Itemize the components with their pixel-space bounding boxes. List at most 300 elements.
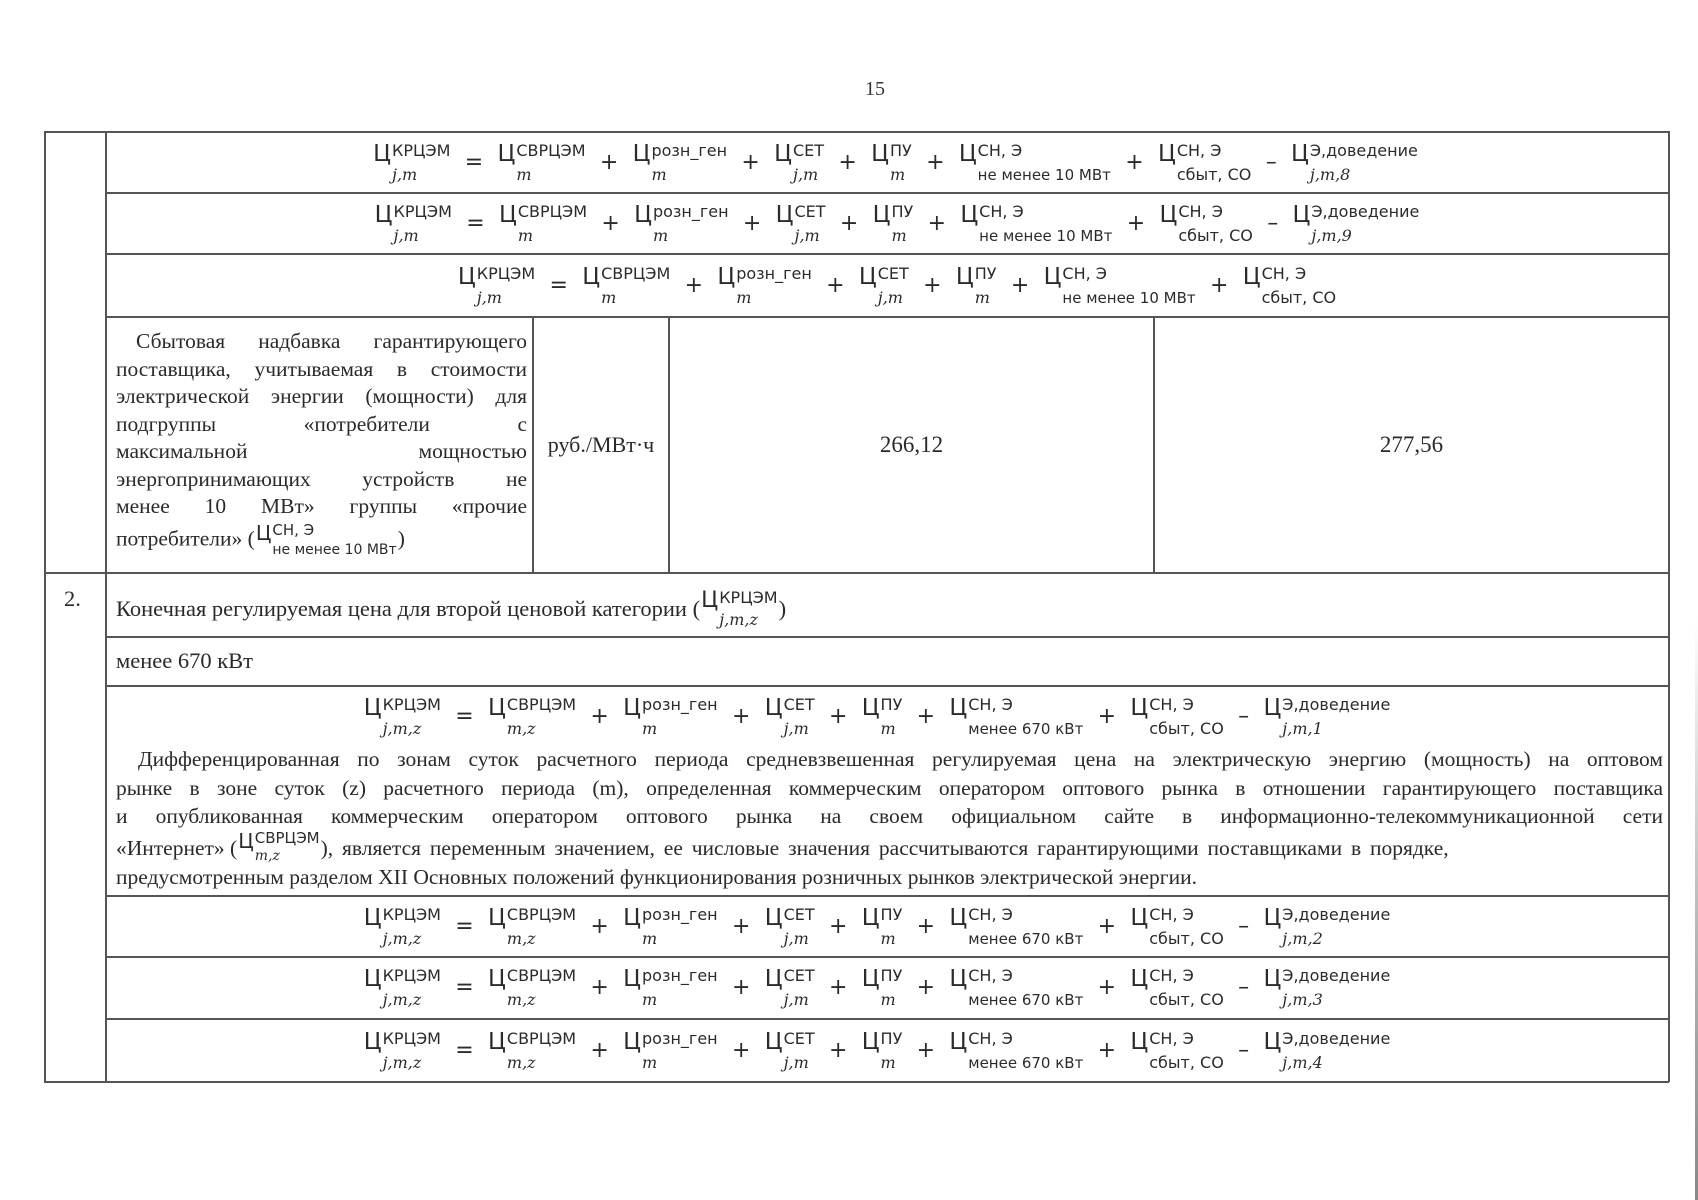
term-pu — [862, 968, 903, 1008]
subscript: m — [891, 225, 907, 245]
equals-sign: = — [455, 1037, 474, 1063]
superscript: КРЦЭМ — [382, 1028, 441, 1048]
superscript: СН, Э — [968, 904, 1013, 924]
subscript: j,m — [476, 287, 502, 307]
table-rule — [44, 1081, 1669, 1083]
c-symbol: Ц — [1263, 904, 1282, 931]
subscript: j,m,z — [719, 610, 758, 629]
plus-sign: + — [1010, 272, 1030, 298]
superscript: СН, Э — [1176, 140, 1222, 160]
c-symbol: Ц — [1292, 201, 1311, 228]
page-number: 15 — [865, 78, 885, 100]
paragraph-line: предусмотренным разделом XII Основных положений функционирования розничных рынков электрической энергии. — [116, 864, 1197, 889]
section-title-symbol — [700, 590, 779, 628]
term-sn-e — [949, 697, 1083, 737]
superscript: розн_ген — [642, 1028, 718, 1048]
superscript: Э,доведение — [1282, 904, 1391, 924]
subscript: j,m — [391, 164, 418, 184]
subscript: j,m,2 — [1282, 928, 1323, 948]
plus-sign: + — [1126, 210, 1146, 236]
subscript: j,m,3 — [1282, 990, 1323, 1009]
price-formula-jmz1 — [363, 697, 1392, 739]
plus-sign: + — [828, 975, 848, 1000]
superscript: СН, Э — [968, 1028, 1013, 1048]
c-symbol: Ц — [871, 140, 889, 167]
c-symbol: Ц — [858, 263, 877, 290]
term-set — [764, 1028, 815, 1072]
superscript: Э,доведение — [1282, 1028, 1391, 1048]
term-rozn-gen — [623, 968, 717, 1008]
c-symbol: Ц — [623, 1028, 642, 1055]
plus-sign: + — [1097, 1037, 1117, 1063]
term-svrcem — [488, 968, 576, 1008]
subscript: j,m,9 — [1311, 225, 1352, 245]
c-symbol: Ц — [582, 263, 601, 290]
subscript: j,m,z — [382, 1052, 422, 1072]
plus-sign: + — [590, 1037, 609, 1063]
term-sbyt-co — [1242, 263, 1337, 307]
superscript: СН, Э — [1149, 904, 1194, 924]
superscript: СН, Э — [1149, 695, 1194, 714]
subscript: менее 670 кВт — [968, 1053, 1084, 1072]
formula-row — [106, 194, 1668, 253]
c-symbol: Ц — [363, 695, 382, 721]
markup-value-2: 277,56 — [1379, 432, 1444, 457]
term-svrcem — [498, 201, 588, 245]
superscript: СЕТ — [783, 966, 815, 985]
superscript: ПУ — [880, 904, 903, 924]
c-symbol: Ц — [701, 588, 719, 613]
plus-sign: + — [601, 210, 620, 236]
c-symbol: Ц — [373, 140, 391, 167]
term-sn-e — [1043, 263, 1196, 307]
c-symbol: Ц — [363, 904, 382, 931]
plus-sign: + — [1125, 149, 1144, 175]
subscript: j,m,4 — [1282, 1052, 1323, 1072]
subscript: j,m — [877, 287, 903, 307]
term-sn-e — [958, 140, 1111, 184]
term-pu — [872, 201, 914, 245]
term-dovedenie — [1292, 201, 1420, 245]
plus-sign: + — [684, 272, 704, 298]
subscript: не менее 10 МВт — [979, 226, 1113, 245]
superscript: ПУ — [974, 263, 997, 283]
superscript: СН, Э — [968, 695, 1013, 714]
value-cell-1 — [670, 318, 1153, 572]
c-symbol: Ц — [949, 1028, 968, 1055]
subscript: менее 670 кВт — [968, 929, 1084, 948]
superscript: КРЦЭМ — [382, 966, 441, 985]
c-symbol: Ц — [1130, 966, 1149, 992]
term-pu — [871, 140, 912, 184]
subscript: j,m — [792, 164, 819, 184]
c-symbol: Ц — [861, 1028, 880, 1055]
close-paren: ) — [778, 596, 787, 621]
subscript: m — [880, 990, 896, 1009]
superscript: розн_ген — [642, 904, 718, 924]
formula-row — [107, 1020, 1667, 1081]
term-pu — [862, 697, 903, 737]
section-title: Конечная регулируемая цена для второй ценовой категории ( — [116, 596, 701, 621]
subscript: m,z — [506, 928, 536, 948]
plus-sign: + — [923, 272, 942, 298]
superscript: СЕТ — [783, 904, 815, 924]
subheading: менее 670 кВт — [116, 648, 254, 673]
subscript: m — [601, 287, 617, 307]
term-dovedenie — [1263, 968, 1390, 1008]
subscript: j,m,z — [382, 928, 422, 948]
subscript: m — [652, 225, 669, 245]
subscript: j,m,8 — [1309, 164, 1351, 184]
c-symbol: Ц — [861, 695, 880, 721]
plus-sign: + — [590, 975, 609, 1000]
paragraph-line: Дифференцированная по зонам суток расчетного периода средневзвешенная регулируемая цена на электрическую энергию (мощность) на оптовом — [138, 747, 1663, 771]
term-svrcem — [582, 263, 671, 307]
superscript: СН, Э — [1149, 1028, 1194, 1048]
term-krcem — [363, 1028, 441, 1072]
plus-sign: + — [926, 149, 945, 175]
term-rozn-gen — [634, 201, 729, 245]
c-symbol: Ц — [1130, 695, 1149, 721]
subscript: сбыт, СО — [1176, 164, 1252, 184]
paragraph-text: ), является переменным значением, ее числовые значения рассчитываются гарантирующими поставщиками в порядке, — [320, 836, 1449, 860]
c-symbol: Ц — [238, 828, 254, 853]
term-rozn-gen — [623, 904, 718, 948]
c-symbol: Ц — [960, 201, 979, 228]
c-symbol: Ц — [764, 695, 783, 721]
price-formula-base — [457, 263, 1337, 307]
subscript: m,z — [254, 847, 280, 864]
superscript: СВРЦЭМ — [516, 140, 586, 160]
superscript: розн_ген — [642, 695, 718, 714]
subscript: m — [516, 164, 532, 184]
superscript: ПУ — [891, 201, 914, 221]
term-set — [775, 201, 826, 245]
unit-label: руб./МВт·ч — [547, 432, 655, 457]
plus-sign: + — [1097, 704, 1117, 729]
superscript: Э,доведение — [1309, 140, 1418, 160]
c-symbol: Ц — [764, 966, 783, 992]
label-line: менее 10 МВт» группы «прочие — [116, 494, 527, 518]
superscript: КРЦЭМ — [382, 695, 441, 714]
c-symbol: Ц — [374, 201, 393, 228]
term-rozn-gen — [623, 697, 717, 737]
superscript: ПУ — [880, 1028, 903, 1048]
plus-sign: + — [590, 704, 609, 729]
superscript: Э,доведение — [1282, 695, 1391, 714]
c-symbol: Ц — [623, 695, 642, 721]
c-symbol: Ц — [498, 201, 517, 228]
term-dovedenie — [1263, 904, 1391, 948]
subscript: m,z — [506, 990, 536, 1009]
formula-row — [106, 255, 1668, 316]
subscript: m — [651, 164, 667, 184]
plus-sign: + — [828, 913, 848, 939]
term-rozn-gen — [623, 1028, 718, 1072]
subscript: сбыт, СО — [1149, 719, 1224, 738]
superscript: СН, Э — [979, 201, 1024, 221]
subscript: j,m — [783, 928, 809, 948]
plus-sign: + — [927, 210, 946, 236]
subscript: m,z — [506, 1052, 536, 1072]
price-formula-jmz2 — [363, 904, 1392, 948]
label-line: максимальной мощностью — [116, 439, 527, 463]
minus-sign: – — [1265, 149, 1277, 175]
term-sn-e — [949, 968, 1083, 1008]
term-dovedenie — [1291, 140, 1418, 184]
c-symbol: Ц — [949, 966, 968, 992]
term-set — [765, 697, 815, 737]
c-symbol: Ц — [488, 904, 506, 931]
markup-value-1: 266,12 — [879, 432, 944, 457]
superscript: КРЦЭМ — [391, 140, 451, 160]
subscript: j,m — [783, 990, 809, 1009]
plus-sign: + — [731, 704, 751, 729]
subscript: m — [642, 990, 658, 1009]
definition-paragraph — [107, 739, 1667, 891]
equals-sign: = — [466, 210, 485, 236]
subscript: m,z — [506, 719, 536, 738]
c-symbol: Ц — [632, 140, 651, 167]
superscript: КРЦЭМ — [393, 201, 452, 221]
term-krcem — [364, 697, 441, 737]
plus-sign: + — [826, 272, 845, 298]
subscript: не менее 10 МВт — [1062, 288, 1196, 307]
plus-sign: + — [839, 210, 859, 236]
superscript: КРЦЭМ — [476, 263, 536, 283]
superscript: СВРЦЭМ — [506, 695, 577, 714]
superscript: ПУ — [889, 140, 912, 160]
label-line: поставщика, учитываемая в стоимости — [116, 356, 527, 381]
subheading-cell — [107, 638, 1667, 685]
paragraph-line: и опубликованная коммерческим оператором оптового рынка на своем официальном сайте в информационно-телекоммуникационной сети — [116, 804, 1663, 828]
subscript: m — [880, 719, 896, 738]
paragraph-line — [116, 828, 1663, 864]
c-symbol: Ц — [1263, 1028, 1282, 1055]
superscript: СВРЦЭМ — [506, 966, 577, 985]
plus-sign: + — [916, 913, 936, 939]
paragraph-text: «Интернет» ( — [116, 836, 238, 860]
c-symbol: Ц — [488, 695, 506, 721]
plus-sign: + — [828, 704, 848, 729]
plus-sign: + — [838, 149, 857, 175]
c-symbol: Ц — [497, 140, 516, 167]
c-symbol: Ц — [1159, 201, 1178, 228]
subscript: менее 670 кВт — [968, 991, 1084, 1009]
superscript: СЕТ — [783, 695, 815, 714]
term-set — [764, 904, 815, 948]
equals-sign: = — [455, 975, 474, 1000]
subscript: j,m — [393, 225, 419, 245]
superscript: СН, Э — [977, 140, 1023, 160]
c-symbol: Ц — [363, 1028, 382, 1055]
c-symbol: Ц — [457, 263, 476, 290]
c-symbol: Ц — [861, 966, 880, 992]
subscript: j,m,z — [382, 990, 422, 1009]
label-text: потребители» ( — [116, 526, 255, 550]
price-formula-jmz3 — [363, 968, 1392, 1008]
superscript: ПУ — [880, 966, 903, 985]
plus-sign: + — [731, 975, 751, 1000]
markup-label-cell — [106, 318, 532, 572]
subscript: сбыт, СО — [1178, 225, 1253, 245]
subscript: сбыт, СО — [1149, 928, 1224, 948]
term-svrcem — [488, 697, 576, 737]
term-sbyt-co — [1159, 201, 1253, 245]
term-set — [765, 968, 815, 1008]
c-symbol: Ц — [634, 201, 652, 228]
superscript: КРЦЭМ — [382, 904, 441, 924]
term-rozn-gen — [717, 263, 812, 307]
c-symbol: Ц — [1130, 904, 1149, 931]
subscript: m — [642, 1052, 658, 1072]
subscript: m — [880, 1052, 896, 1072]
label-line: электрической энергии (мощности) для — [116, 384, 527, 408]
c-symbol: Ц — [623, 904, 642, 931]
superscript: СН, Э — [1261, 263, 1307, 283]
plus-sign: + — [1209, 272, 1229, 298]
label-line: энергопринимающих устройств не — [116, 466, 527, 491]
formula-row — [106, 133, 1668, 192]
term-krcem — [373, 140, 451, 184]
term-svrcem — [497, 140, 586, 184]
plus-sign: + — [742, 210, 762, 236]
plus-sign: + — [916, 975, 936, 1000]
term-sbyt-co — [1130, 968, 1223, 1008]
subscript: m — [880, 928, 896, 948]
c-symbol: Ц — [717, 263, 736, 290]
price-formula-jm8 — [372, 140, 1419, 184]
superscript: СН, Э — [1178, 201, 1223, 221]
superscript: СВРЦЭМ — [506, 904, 577, 924]
price-formula-jmz4 — [363, 1028, 1392, 1072]
label-line: подгруппы «потребители с — [116, 411, 527, 436]
term-sn-e — [949, 1028, 1084, 1072]
superscript: СВРЦЭМ — [601, 263, 671, 283]
minus-sign: – — [1238, 704, 1250, 729]
unit-cell — [534, 318, 668, 572]
subscript: m — [736, 287, 752, 307]
c-symbol: Ц — [1263, 695, 1282, 721]
minus-sign: – — [1238, 975, 1250, 1000]
term-krcem — [363, 904, 441, 948]
superscript: СН, Э — [968, 966, 1013, 985]
term-krcem — [457, 263, 536, 307]
superscript: розн_ген — [652, 201, 729, 221]
label-line: Сбытовая надбавка гарантирующего — [136, 329, 527, 353]
superscript: ПУ — [880, 695, 903, 714]
term-rozn-gen — [632, 140, 728, 184]
plus-sign: + — [916, 704, 936, 729]
superscript: СВРЦЭМ — [254, 828, 320, 847]
term-svrcem — [488, 1028, 577, 1072]
superscript: КРЦЭМ — [719, 588, 778, 607]
superscript: розн_ген — [736, 263, 812, 283]
minus-sign: – — [1238, 1037, 1250, 1063]
c-symbol: Ц — [1043, 263, 1062, 290]
formula-row — [107, 897, 1667, 956]
subscript: сбыт, СО — [1149, 990, 1224, 1009]
plus-sign: + — [599, 149, 619, 175]
superscript: СН, Э — [1149, 966, 1194, 985]
c-symbol: Ц — [623, 966, 642, 992]
close-paren: ) — [397, 526, 405, 550]
term-krcem — [364, 968, 441, 1008]
c-symbol: Ц — [488, 966, 506, 992]
superscript: СН, Э — [272, 520, 315, 539]
term-sbyt-co — [1130, 697, 1223, 737]
subscript: j,m — [794, 225, 820, 245]
subscript: m — [642, 928, 658, 948]
superscript: розн_ген — [642, 966, 718, 985]
term-sbyt-co — [1130, 904, 1224, 948]
term-svrcem — [488, 904, 577, 948]
row-number-cell — [46, 574, 105, 634]
term-pu — [861, 904, 903, 948]
plus-sign: + — [741, 149, 760, 175]
equals-sign: = — [455, 704, 474, 729]
label-line-last — [116, 520, 527, 558]
term-sbyt-co — [1130, 1028, 1224, 1072]
superscript: СВРЦЭМ — [506, 1028, 577, 1048]
value-cell-2 — [1155, 318, 1668, 572]
subscript: сбыт, СО — [1261, 287, 1337, 307]
term-set — [774, 140, 825, 184]
equals-sign: = — [455, 913, 474, 939]
row-number: 2. — [64, 586, 81, 611]
c-symbol: Ц — [1263, 966, 1282, 992]
subscript: не менее 10 МВт — [272, 541, 397, 558]
plus-sign: + — [731, 1037, 751, 1063]
term-dovedenie — [1263, 697, 1390, 737]
equals-sign: = — [464, 149, 484, 175]
subscript: j,m,1 — [1282, 719, 1323, 738]
subscript: сбыт, СО — [1149, 1052, 1224, 1072]
term-set — [858, 263, 909, 307]
c-symbol: Ц — [949, 695, 968, 721]
minus-sign: – — [1267, 210, 1279, 236]
subscript: менее 670 кВт — [968, 720, 1084, 738]
tariff-table — [44, 131, 1669, 1082]
c-symbol: Ц — [861, 904, 880, 931]
plus-sign: + — [1097, 975, 1117, 1000]
c-symbol: Ц — [958, 140, 977, 167]
plus-sign: + — [916, 1037, 936, 1063]
c-symbol: Ц — [955, 263, 974, 290]
subscript: j,m,z — [382, 719, 422, 738]
term-sn-e — [949, 904, 1084, 948]
table-rule — [1668, 131, 1670, 1082]
paragraph-line: рынке в зоне суток (z) расчетного периода (m), определенная коммерческим оператором оптового рынка в отношении гарантирующего поставщика — [116, 775, 1663, 800]
superscript: розн_ген — [651, 140, 728, 160]
c-symbol: Ц — [872, 201, 891, 228]
svrcem-symbol — [237, 828, 320, 864]
c-symbol: Ц — [1130, 1028, 1149, 1055]
term-dovedenie — [1263, 1028, 1391, 1072]
c-symbol: Ц — [775, 201, 794, 228]
subscript: не менее 10 МВт — [977, 165, 1111, 184]
subscript: m — [974, 287, 990, 307]
term-krcem — [374, 201, 452, 245]
superscript: Э,доведение — [1311, 201, 1420, 221]
superscript: СН, Э — [1062, 263, 1107, 283]
c-symbol: Ц — [764, 904, 783, 931]
c-symbol: Ц — [774, 140, 792, 167]
minus-sign: – — [1238, 913, 1250, 939]
c-symbol: Ц — [255, 520, 272, 545]
c-symbol: Ц — [1157, 140, 1176, 167]
c-symbol: Ц — [1291, 140, 1309, 167]
